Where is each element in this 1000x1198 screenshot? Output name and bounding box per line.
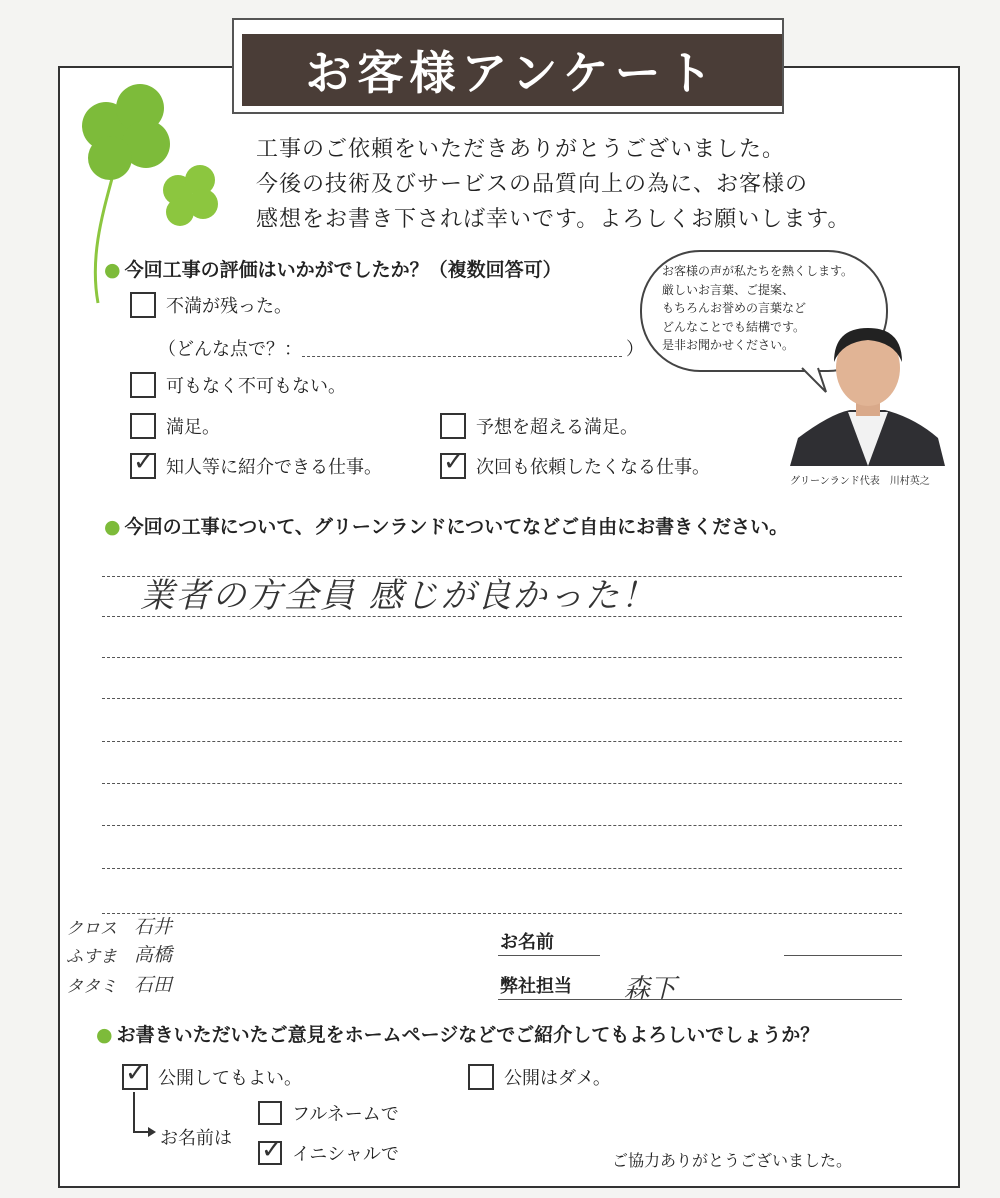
page-title: お客様アンケート — [242, 34, 782, 106]
detail-open: （どんな点で？： — [158, 339, 302, 360]
option-label: イニシャルで — [292, 1144, 399, 1165]
staff-field[interactable] — [498, 999, 902, 1000]
name-as-label — [160, 1124, 232, 1150]
bullet-icon: ● — [96, 1024, 113, 1046]
bubble-line: 厳しいお言葉、ご提案、 — [662, 282, 795, 297]
option-label: 予想を超える満足。 — [476, 417, 638, 438]
staff-note-name: 石井 — [134, 916, 173, 938]
intro-line: 工事のご依頼をいただきありがとうございました。 — [256, 137, 786, 162]
bubble-line: どんなことでも結構です。 — [662, 319, 806, 334]
bubble-line: もちろんお誉めの言葉など — [662, 301, 807, 315]
thanks-text: ご協力ありがとうございました。 — [612, 1151, 853, 1170]
comment-line[interactable] — [102, 913, 902, 914]
checkbox[interactable] — [258, 1135, 283, 1165]
checkbox[interactable] — [258, 1101, 282, 1125]
q1-option-again[interactable] — [440, 447, 710, 479]
checkbox[interactable] — [440, 447, 466, 479]
staff-note-name: 石田 — [134, 974, 173, 996]
staff-note-name: 高橋 — [134, 944, 173, 966]
comment-line[interactable] — [102, 825, 902, 826]
intro-line: 感想をお書き下されば幸いです。よろしくお願いします。 — [256, 207, 851, 232]
photo-caption: グリーンランド代表 川村英之 — [790, 476, 930, 487]
checkbox[interactable] — [130, 372, 156, 398]
name-label: お名前 — [500, 932, 554, 953]
option-label: 可もなく不可もない。 — [166, 376, 346, 397]
q3-heading — [96, 1020, 819, 1047]
comment-line[interactable] — [102, 741, 902, 742]
option-label: フルネームで — [292, 1104, 399, 1125]
q1-option-neutral[interactable] — [130, 372, 346, 398]
option-label: 次回も依頼したくなる仕事。 — [476, 457, 710, 478]
publish-ok-option[interactable] — [122, 1058, 302, 1090]
q2-heading-text: 今回の工事について、グリーンランドについてなどご自由にお書きください。 — [124, 516, 789, 538]
check-icon: ✓ — [133, 447, 155, 477]
staff-note-role: ふすま — [66, 947, 117, 967]
q1-option-recommend[interactable] — [130, 447, 382, 479]
staff-label: 弊社担当 — [500, 976, 572, 997]
q3-heading-text: お書きいただいたご意見をホームページなどでご紹介してもよろしいでしょうか？ — [116, 1024, 820, 1046]
comment-line[interactable] — [102, 783, 902, 784]
q1-option-beyond[interactable] — [440, 413, 638, 439]
name-underline — [498, 955, 600, 956]
checkbox[interactable] — [440, 413, 466, 439]
name-field[interactable] — [784, 955, 902, 956]
initial-option[interactable] — [258, 1135, 399, 1166]
fullname-option[interactable] — [258, 1100, 399, 1126]
intro-line: 今後の技術及びサービスの品質向上の為に、お客様の — [256, 172, 809, 197]
comment-line[interactable] — [102, 868, 902, 869]
handwritten-comment: 業者の方全員 感じが良かった！ — [140, 576, 657, 616]
q1-option-dissatisfied[interactable] — [130, 292, 292, 318]
name-as-text: お名前は — [160, 1128, 232, 1149]
option-label: 満足。 — [166, 417, 220, 438]
branch-arrow-icon — [128, 1092, 158, 1138]
check-icon: ✓ — [443, 447, 465, 477]
checkbox[interactable] — [468, 1064, 494, 1090]
bubble-line: 是非お聞かせください。 — [662, 338, 795, 352]
q2-heading — [104, 512, 788, 539]
bubble-line: お客様の声が私たちを熱くします。 — [662, 264, 854, 278]
check-icon: ✓ — [261, 1135, 283, 1165]
staff-note-role: クロス — [66, 919, 117, 939]
staff-note-role: タタミ — [66, 977, 117, 997]
option-label: 公開してもよい。 — [158, 1068, 302, 1089]
bullet-icon: ● — [104, 516, 121, 538]
option-label: 公開はダメ。 — [504, 1068, 611, 1089]
checkbox[interactable] — [130, 292, 156, 318]
detail-close: ） — [626, 339, 644, 360]
comment-line[interactable] — [102, 698, 902, 699]
q1-heading-text: 今回工事の評価はいかがでしたか？（複数回答可） — [124, 259, 562, 281]
intro-text — [256, 132, 850, 237]
detail-line[interactable] — [302, 356, 622, 357]
staff-name: 森下 — [624, 974, 677, 1004]
option-label: 知人等に紹介できる仕事。 — [166, 457, 382, 478]
check-icon: ✓ — [125, 1058, 147, 1088]
publish-ng-option[interactable] — [468, 1064, 611, 1090]
representative-photo — [790, 318, 945, 468]
q1-option-satisfied[interactable] — [130, 413, 220, 439]
option-label: 不満が残った。 — [166, 296, 292, 317]
checkbox[interactable] — [130, 447, 156, 479]
comment-line[interactable] — [102, 657, 902, 658]
q1-heading — [104, 255, 562, 282]
checkbox[interactable] — [130, 413, 156, 439]
bullet-icon: ● — [104, 259, 121, 281]
checkbox[interactable] — [122, 1058, 148, 1090]
